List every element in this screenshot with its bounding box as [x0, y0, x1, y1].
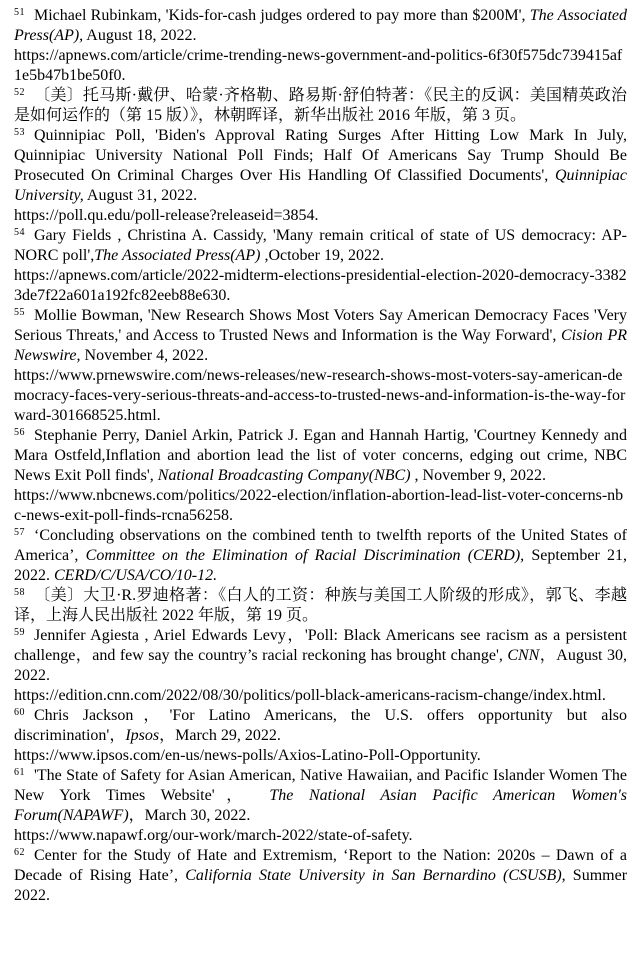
citation-text: Chris Jackson，'For Latino Americans, the U.S. offers opportunity but also discrimination'， [14, 707, 627, 744]
citation-text: ‘Concluding observations on the combined tenth to twelfth reports of the United States of America’, [14, 527, 627, 564]
citation-text: ，March 30, 2022. [128, 807, 251, 824]
source-name: Committee on the Elimination of Racial Discrimination (CERD), [85, 547, 525, 564]
footnote-url [14, 746, 627, 766]
footnote-url [14, 366, 627, 426]
footnote-number: 58 [14, 586, 25, 598]
citation-text: ,October 19, 2022. [260, 247, 384, 264]
url-text: https://poll.qu.edu/poll-release?releaseid=3854. [14, 207, 319, 224]
url-text: https://www.ipsos.com/en-us/news-polls/Axios-Latino-Poll-Opportunity. [14, 747, 481, 764]
footnote-54 [14, 226, 627, 306]
footnote-61 [14, 766, 627, 846]
footnote-url [14, 486, 627, 526]
citation-text: August 31, 2022. [83, 187, 198, 204]
citation-text: 'The State of Safety for Asian American, Native Hawaiian, and Pacific Islander Women The New York Times Website'， [14, 767, 627, 804]
citation-text: Center for the Study of Hate and Extremism, ‘Report to the Nation: 2020s – Dawn of a Decade of Rising Hate’, [14, 847, 627, 884]
footnote-60 [14, 706, 627, 766]
source-name: Ipsos [125, 727, 160, 744]
footnote-text [14, 126, 627, 206]
source-name: The National Asian Pacific American Women's Forum(NAPAWF) [14, 787, 627, 824]
source-name: California State University in San Bernardino (CSUSB), [185, 867, 566, 884]
footnote-58 [14, 586, 627, 626]
citation-text: Michael Rubinkam, 'Kids-for-cash judges ordered to pay more than $200M', [34, 7, 530, 24]
footnote-59 [14, 626, 627, 706]
footnote-url [14, 686, 627, 706]
footnote-text [14, 86, 627, 126]
footnote-text [14, 226, 627, 266]
citation-text: , November 9, 2022. [410, 467, 547, 484]
url-text: https://www.napawf.org/our-work/march-2022/state-of-safety. [14, 827, 413, 844]
citation-text: November 4, 2022. [80, 347, 209, 364]
citation-text: Stephanie Perry, Daniel Arkin, Patrick J. Egan and Hannah Hartig, 'Courtney Kennedy and Mara Ostfeld,Inflation and abortion lead the list of voter concerns, edging out crime, NBC News Exit Poll finds', [14, 427, 627, 484]
footnote-number: 53 [14, 126, 25, 138]
citation-text: ，August 30, 2022. [14, 647, 627, 684]
source-name: The Associated Press(AP) [94, 247, 261, 264]
footnote-text [14, 706, 627, 746]
footnote-number: 51 [14, 6, 25, 18]
footnote-number: 55 [14, 306, 25, 318]
footnote-52 [14, 86, 627, 126]
url-text: https://edition.cnn.com/2022/08/30/politics/poll-black-americans-racism-change/index.html. [14, 687, 606, 704]
url-text: https://www.prnewswire.com/news-releases/new-research-shows-most-voters-say-american-democracy-faces-very-serious-threats-and-access-to-trusted-news-and-information-is-the-way-forward-301668525.html. [14, 367, 626, 424]
footnote-62 [14, 846, 627, 906]
source-name: CNN [507, 647, 540, 664]
footnote-57 [14, 526, 627, 586]
footnote-text [14, 626, 627, 686]
citation-text: September 21, 2022. [14, 547, 628, 584]
url-text: https://apnews.com/article/crime-trending-news-government-and-politics-6f30f575dc739415af1e5b47b1be50f0. [14, 47, 623, 84]
footnote-number: 52 [14, 86, 25, 98]
footnote-number: 57 [14, 526, 25, 538]
footnote-text [14, 846, 627, 906]
footnote-text [14, 426, 627, 486]
footnote-text [14, 586, 627, 626]
citation-text: Quinnipiac Poll, 'Biden's Approval Rating Surges After Hitting Low Mark In July, Quinnipiac University National Poll Finds; Half Of Americans Say Trump Should Be Prosecuted On Criminal Charges Over His Handling Of Classified Documents', [14, 127, 627, 184]
source-name: CERD/C/USA/CO/10-12. [54, 567, 218, 584]
citation-text: ，March 29, 2022. [159, 727, 281, 744]
url-text: https://apnews.com/article/2022-midterm-elections-presidential-election-2020-democracy-33823de7f22a601a192fc82eeb88e630. [14, 267, 627, 304]
citation-text: Gary Fields , Christina A. Cassidy, 'Many remain critical of state of US democracy: AP-NORC poll', [14, 227, 627, 264]
citation-text: Summer 2022. [14, 867, 628, 904]
footnote-text [14, 766, 627, 826]
url-text: https://www.nbcnews.com/politics/2022-election/inflation-abortion-lead-list-voter-concerns-nbc-news-exit-poll-finds-rcna56258. [14, 487, 624, 524]
footnote-number: 61 [14, 766, 25, 778]
footnote-55 [14, 306, 627, 426]
footnote-url [14, 266, 627, 306]
source-name: Quinnipiac University, [14, 167, 627, 204]
footnote-number: 54 [14, 226, 25, 238]
footnote-number: 56 [14, 426, 25, 438]
source-name: National Broadcasting Company(NBC) [157, 467, 411, 484]
source-name: Cision PR Newswire, [14, 327, 627, 364]
citation-text: 〔美〕大卫·R.罗迪格著：《白人的工资：种族与美国工人阶级的形成》，郭飞、李越译，上海人民出版社 2022 年版，第 19 页。 [14, 587, 627, 624]
citation-text: Mollie Bowman, 'New Research Shows Most Voters Say American Democracy Faces 'Very Serious Threats,' and Access to Trusted News and Information is the Way Forward', [14, 307, 627, 344]
footnote-text [14, 6, 627, 46]
footnote-51 [14, 6, 627, 86]
footnote-53 [14, 126, 627, 226]
citation-text: August 18, 2022. [83, 27, 197, 44]
footnote-url [14, 46, 627, 86]
citation-text: 〔美〕托马斯·戴伊、哈蒙·齐格勒、路易斯·舒伯特著：《民主的反讽：美国精英政治是如何运作的（第 15 版）》，林朝晖译，新华出版社 2016 年版，第 3 页。 [14, 87, 627, 124]
source-name: The Associated Press(AP), [14, 7, 628, 44]
footnotes-list [14, 6, 627, 906]
footnote-url [14, 826, 627, 846]
footnote-number: 62 [14, 846, 25, 858]
footnote-number: 59 [14, 626, 25, 638]
citation-text: Jennifer Agiesta , Ariel Edwards Levy，'Poll: Black Americans see racism as a persistent challenge，and few say the country’s racial reckoning has brought change', [14, 627, 628, 664]
footnote-56 [14, 426, 627, 526]
footnote-url [14, 206, 627, 226]
footnote-text [14, 526, 627, 586]
footnote-number: 60 [14, 706, 25, 718]
footnote-text [14, 306, 627, 366]
